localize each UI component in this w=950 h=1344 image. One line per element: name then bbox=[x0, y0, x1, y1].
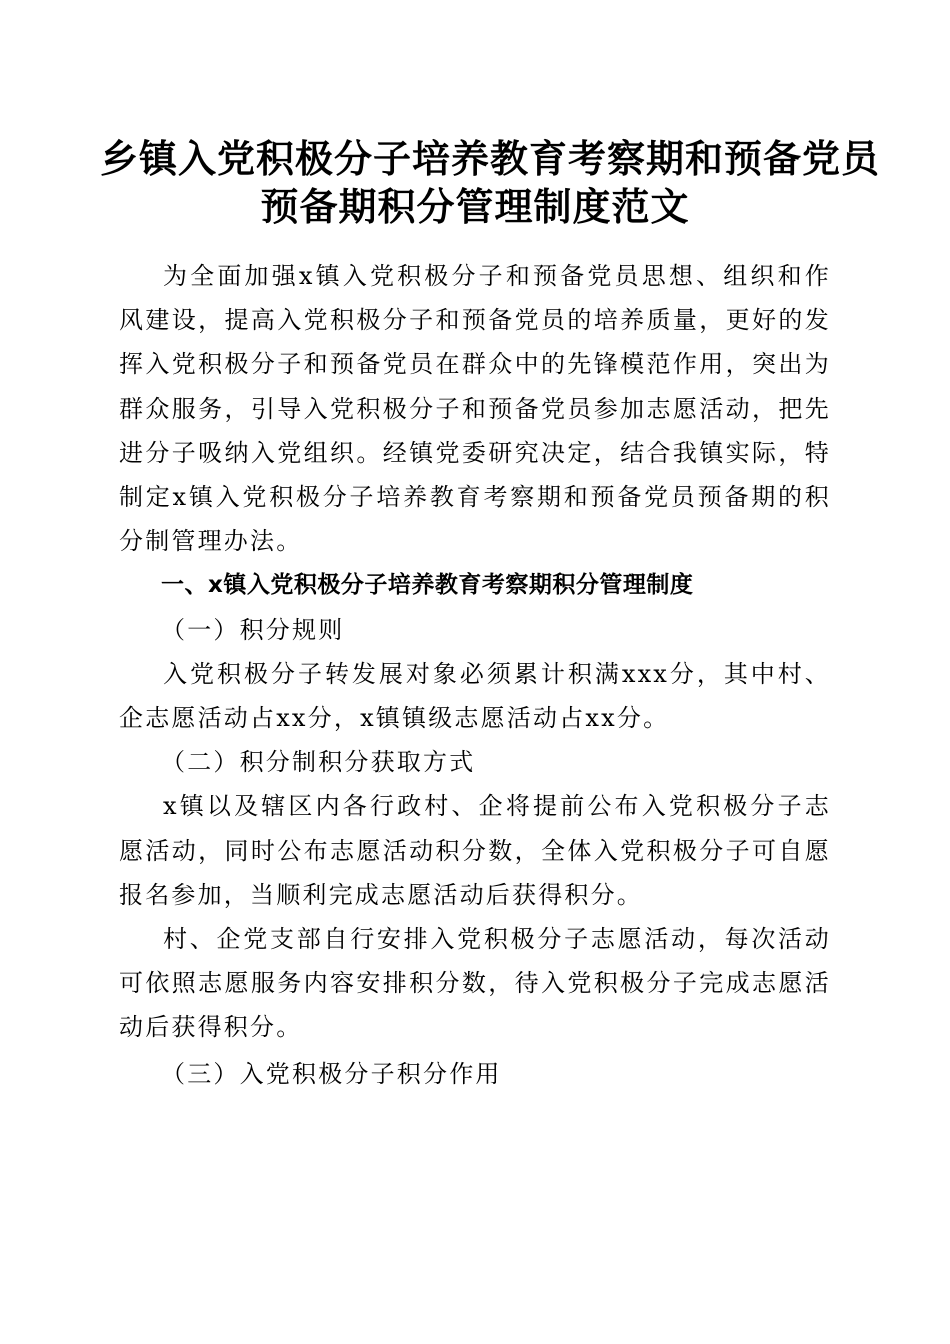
subsection-1-paragraph: 入党积极分子转发展对象必须累计积满xxx分，其中村、企志愿活动占xx分，x镇镇级志愿活动占xx分。 bbox=[119, 659, 831, 733]
document-title-line-1: 乡镇入党积极分子培养教育考察期和预备党员 bbox=[100, 136, 881, 181]
subsection-2-paragraph-2: 村、企党支部自行安排入党积极分子志愿活动，每次活动可依照志愿服务内容安排积分数，待入党积极分子完成志愿活动后获得积分。 bbox=[119, 925, 831, 1042]
subsection-2-paragraph-1: x镇以及辖区内各行政村、企将提前公布入党积极分子志愿活动，同时公布志愿活动积分数，全体入党积极分子可自愿报名参加，当顺利完成志愿活动后获得积分。 bbox=[119, 792, 831, 909]
intro-paragraph: 为全面加强x镇入党积极分子和预备党员思想、组织和作风建设，提高入党积极分子和预备党员的培养质量，更好的发挥入党积极分子和预备党员在群众中的先锋模范作用，突出为群众服务，引导入党积极分子和预备党员参加志愿活动，把先进分子吸纳入党组织。经镇党委研究决定，结合我镇实际，特制定x镇入党积极分子培养教育考察期和预备党员预备期的积分制管理办法。 bbox=[119, 262, 831, 556]
document-title-line-2: 预备期积分管理制度范文 bbox=[260, 184, 690, 229]
document-body bbox=[119, 254, 831, 1096]
subsection-1-heading: （一）积分规则 bbox=[161, 615, 345, 644]
subsection-2-heading: （二）积分制积分获取方式 bbox=[161, 748, 476, 777]
subsection-3-heading: （三）入党积极分子积分作用 bbox=[161, 1059, 502, 1088]
section-1-heading: 一、x镇入党积极分子培养教育考察期积分管理制度 bbox=[161, 572, 694, 599]
